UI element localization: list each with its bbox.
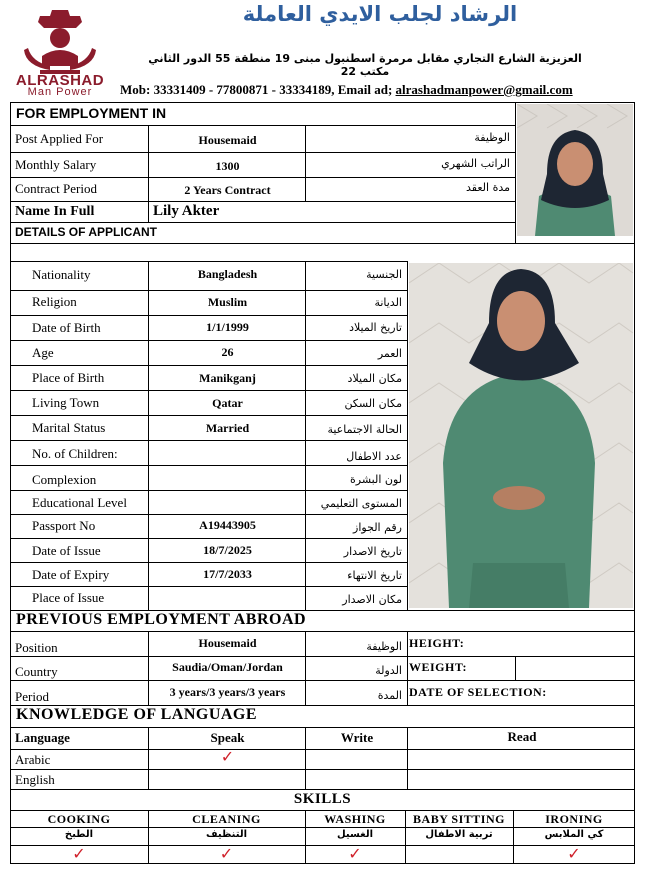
religion-value: Muslim [207, 295, 248, 309]
full-name-label: Name In Full [15, 204, 95, 219]
weight-label: WEIGHT: [409, 660, 467, 674]
skill-cleaning-label: CLEANING [192, 812, 261, 826]
passport-no-label: Passport No [32, 518, 96, 533]
age-arabic: العمر [377, 347, 402, 360]
skill-cooking-check: ✓ [72, 844, 86, 863]
living-town-label: Living Town [32, 395, 100, 410]
nationality-label: Nationality [32, 267, 91, 282]
skills-section-title: SKILLS [293, 791, 352, 807]
email-link[interactable]: alrashadmanpower@gmail.com [395, 82, 573, 97]
post-applied-arabic: الوظيفة [474, 131, 510, 144]
prev-country-arabic: الدولة [375, 664, 402, 677]
write-col-header: Write [340, 730, 374, 745]
contact-phones: Mob: 33331409 - 77800871 - 33334189, Email ad; [120, 82, 396, 97]
contract-period-value: 2 Years Contract [184, 183, 271, 197]
nationality-arabic: الجنسية [366, 268, 402, 281]
skill-ironing-check: ✓ [567, 844, 581, 863]
skill-ironing-arabic: كي الملابس [544, 829, 604, 840]
applicant-section-title: DETAILS OF APPLICANT [15, 225, 157, 239]
skill-cooking-label: COOKING [47, 812, 111, 826]
employment-section-title: FOR EMPLOYMENT IN [16, 105, 167, 121]
skill-cooking-arabic: الطبخ [64, 829, 94, 840]
height-label: HEIGHT: [409, 636, 465, 650]
skill-cleaning-check: ✓ [219, 844, 234, 863]
language-row-name: Arabic [15, 752, 51, 767]
place-of-birth-arabic: مكان الميلاد [347, 372, 402, 385]
passport-no-value: A19443905 [199, 518, 256, 532]
complexion-arabic: لون البشرة [350, 473, 402, 486]
issue-date-value: 18/7/2025 [203, 543, 252, 557]
religion-arabic: الديانة [374, 296, 402, 309]
prev-country-value: Saudia/Oman/Jordan [172, 660, 283, 674]
children-label: No. of Children: [32, 446, 118, 461]
place-of-issue-label: Place of Issue [32, 590, 105, 605]
marital-status-label: Marital Status [32, 420, 106, 435]
skill-ironing-label: IRONING [545, 812, 603, 826]
selection-date-label: DATE OF SELECTION: [409, 685, 547, 699]
prev-position-label: Position [15, 640, 58, 655]
expiry-date-label: Date of Expiry [32, 567, 110, 582]
logo-subtitle: Man Power [27, 86, 93, 98]
contract-period-arabic: مدة العقد [466, 181, 510, 194]
prev-period-value: 3 years/3 years/3 years [169, 685, 286, 699]
place-of-issue-arabic: مكان الاصدار [342, 593, 402, 606]
applicant-photo-small [517, 104, 633, 236]
language-col-header: Language [15, 730, 70, 745]
age-label: Age [32, 345, 54, 360]
company-arabic-address: العزيزية الشارع التجاري مقابل مرمرة اسطنبول مبنى 19 منطقة 55 الدور الثاني مكتب 22 [148, 52, 582, 78]
skill-babysitting-label: BABY SITTING [413, 812, 505, 826]
children-arabic: عدد الاطفال [346, 450, 402, 463]
nationality-value: Bangladesh [197, 267, 258, 281]
skill-washing-arabic: الغسيل [336, 829, 373, 840]
read-col-header: Read [507, 729, 537, 744]
religion-label: Religion [32, 294, 77, 309]
issue-date-label: Date of Issue [32, 543, 101, 558]
prev-position-arabic: الوظيفة [366, 640, 402, 653]
language-section-title: KNOWLEDGE OF LANGUAGE [16, 706, 258, 723]
prev-position-value: Housemaid [198, 636, 257, 650]
post-applied-value: Housemaid [198, 133, 257, 147]
monthly-salary-arabic: الراتب الشهري [441, 157, 510, 170]
living-town-value: Qatar [212, 396, 243, 410]
marital-status-arabic: الحالة الاجتماعية [327, 423, 402, 436]
prev-period-arabic: المدة [377, 689, 402, 702]
skill-washing-check: ✓ [348, 844, 362, 863]
marital-status-value: Married [205, 421, 250, 435]
expiry-date-value: 17/7/2033 [203, 567, 252, 581]
skill-babysitting-arabic: تربية الاطفال [425, 829, 493, 840]
place-of-birth-label: Place of Birth [32, 370, 105, 385]
living-town-arabic: مكان السكن [344, 397, 402, 410]
language-row-name: English [15, 772, 55, 787]
education-label: Educational Level [32, 495, 127, 510]
arabic-speak-check: ✓ [220, 747, 235, 766]
speak-col-header: Speak [210, 730, 245, 745]
skill-cleaning-arabic: التنظيف [205, 829, 248, 840]
expiry-date-arabic: تاريخ الانتهاء [347, 569, 402, 582]
post-applied-label: Post Applied For [15, 131, 104, 146]
company-arabic-title: الرشاد لجلب الايدي العاملة [242, 2, 518, 26]
issue-date-arabic: تاريخ الاصدار [343, 545, 402, 558]
education-arabic: المستوى التعليمي [320, 497, 402, 510]
monthly-salary-value: 1300 [215, 159, 240, 173]
dob-label: Date of Birth [32, 320, 101, 335]
prev-period-label: Period [15, 689, 49, 704]
contract-period-label: Contract Period [15, 181, 97, 196]
dob-value: 1/1/1999 [206, 320, 249, 334]
complexion-label: Complexion [32, 472, 97, 487]
skill-washing-label: WASHING [324, 812, 386, 826]
monthly-salary-label: Monthly Salary [15, 157, 97, 172]
logo-name: ALRASHAD [15, 72, 105, 89]
passport-no-arabic: رقم الجواز [353, 521, 402, 534]
full-name-value: Lily Akter [153, 203, 220, 219]
previous-section-title: PREVIOUS EMPLOYMENT ABROAD [16, 611, 307, 628]
prev-country-label: Country [15, 664, 58, 679]
contact-line [120, 82, 640, 98]
place-of-birth-value: Manikganj [199, 371, 256, 385]
applicant-photo-large [409, 263, 633, 608]
dob-arabic: تاريخ الميلاد [349, 321, 402, 334]
age-value: 26 [221, 345, 234, 359]
